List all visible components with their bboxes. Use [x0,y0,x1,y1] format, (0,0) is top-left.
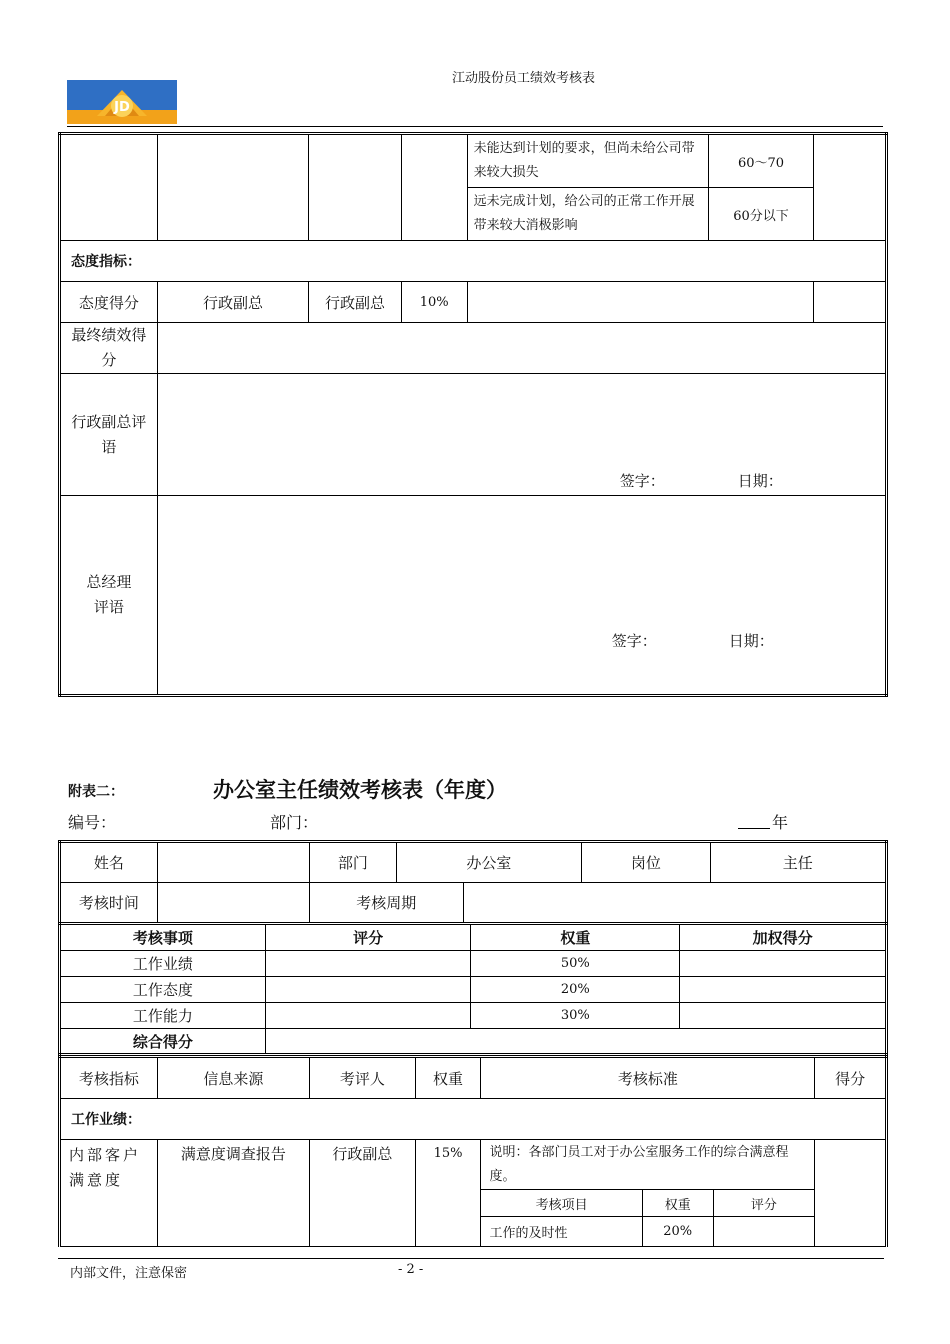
performance-section-heading: 工作业绩： [60,1099,887,1140]
summary-weight: 30% [471,1003,680,1029]
kpi-indicator: 内部客户满意度 [60,1140,158,1247]
blank-cell [60,134,158,241]
attitude-weight: 10% [401,282,467,323]
kpi-source: 满意度调查报告 [157,1140,309,1247]
form-title: 办公室主任绩效考核表（年度） [213,777,507,802]
dept-label: 部门 [310,842,397,883]
appendix-label: 附表二： [68,784,124,800]
basic-info-table [58,840,888,925]
post-value: 主任 [710,842,886,883]
criteria-score: 60～70 [708,134,814,188]
year-label: 年 [772,813,789,832]
blank-cell [157,134,308,241]
kpi-rater: 行政副总 [310,1140,416,1247]
sub-header-item: 考核项目 [481,1190,642,1217]
footer-confidential: 内部文件，注意保密 [70,1266,188,1281]
department-label: 部门： [270,813,319,832]
detail-header-indicator: 考核指标 [60,1057,158,1099]
summary-score[interactable] [265,977,471,1003]
attitude-score-cell [814,282,887,323]
criteria-text: 未能达到计划的要求，但尚未给公司带来较大损失 [467,134,708,188]
logo-text: JD [114,100,130,115]
final-score-label: 最终绩效得分 [60,323,158,374]
company-logo [67,80,177,124]
detail-table [58,1055,888,1247]
gm-sign-label: 签字： [611,632,657,650]
summary-weighted[interactable] [680,951,887,977]
gm-comment-area [157,496,886,696]
logo-graphic [67,80,177,124]
detail-header-source: 信息来源 [157,1057,309,1099]
evaluation-table-continued [58,132,888,697]
summary-table [58,922,888,1056]
summary-item: 工作业绩 [60,951,266,977]
number-label: 编号： [68,813,117,832]
attitude-score-label: 态度得分 [60,282,158,323]
summary-score[interactable] [265,951,471,977]
vp-sign-label: 签字： [619,472,665,490]
sub-header-score: 评分 [713,1190,815,1217]
total-score-label: 综合得分 [60,1029,266,1055]
vp-date-label: 日期： [737,472,783,490]
detail-header-weight: 权重 [415,1057,481,1099]
review-time-value[interactable] [157,883,309,924]
name-value[interactable] [157,842,309,883]
summary-weighted[interactable] [680,977,887,1003]
name-label: 姓名 [60,842,158,883]
blank-cell [814,134,887,241]
summary-item: 工作态度 [60,977,266,1003]
summary-header-weighted: 加权得分 [680,924,887,951]
gm-date-label: 日期： [728,632,774,650]
summary-score[interactable] [265,1003,471,1029]
kpi-score[interactable] [815,1140,887,1247]
sub-header-weight: 权重 [642,1190,713,1217]
kpi-description: 说明：各部门员工对于办公室服务工作的综合满意程度。 [481,1140,815,1190]
blank-cell [309,134,402,241]
attitude-source: 行政副总 [157,282,308,323]
summary-header-weight: 权重 [471,924,680,951]
detail-header-score: 得分 [815,1057,887,1099]
detail-header-standard: 考核标准 [481,1057,815,1099]
summary-weighted[interactable] [680,1003,887,1029]
summary-weight: 50% [471,951,680,977]
attitude-rater: 行政副总 [309,282,402,323]
attitude-standard-cell [467,282,814,323]
review-time-label: 考核时间 [60,883,158,924]
final-score-value [157,323,886,374]
sub-row-score[interactable] [713,1217,815,1247]
footer-page-number: - 2 - [398,1262,424,1277]
kpi-weight: 15% [415,1140,481,1247]
attitude-section-heading: 态度指标： [60,241,887,282]
total-score-value[interactable] [265,1029,886,1055]
review-period-label: 考核周期 [310,883,463,924]
sub-row-weight: 20% [642,1217,713,1247]
gm-comment-label: 总经理评语 [60,496,158,696]
year-underline [738,828,770,829]
summary-weight: 20% [471,977,680,1003]
document-header-title: 江动股份员工绩效考核表 [452,71,596,86]
post-label: 岗位 [582,842,711,883]
sub-row-item: 工作的及时性 [481,1217,642,1247]
review-period-value[interactable] [463,883,887,924]
criteria-text: 远未完成计划，给公司的正常工作开展带来较大消极影响 [467,188,708,241]
summary-header-item: 考核事项 [60,924,266,951]
vp-comment-area [157,374,886,496]
criteria-score: 60分以下 [708,188,814,241]
summary-header-score: 评分 [265,924,471,951]
dept-value: 办公室 [396,842,581,883]
vp-comment-label: 行政副总评语 [60,374,158,496]
blank-cell [401,134,467,241]
detail-header-rater: 考评人 [310,1057,416,1099]
summary-item: 工作能力 [60,1003,266,1029]
